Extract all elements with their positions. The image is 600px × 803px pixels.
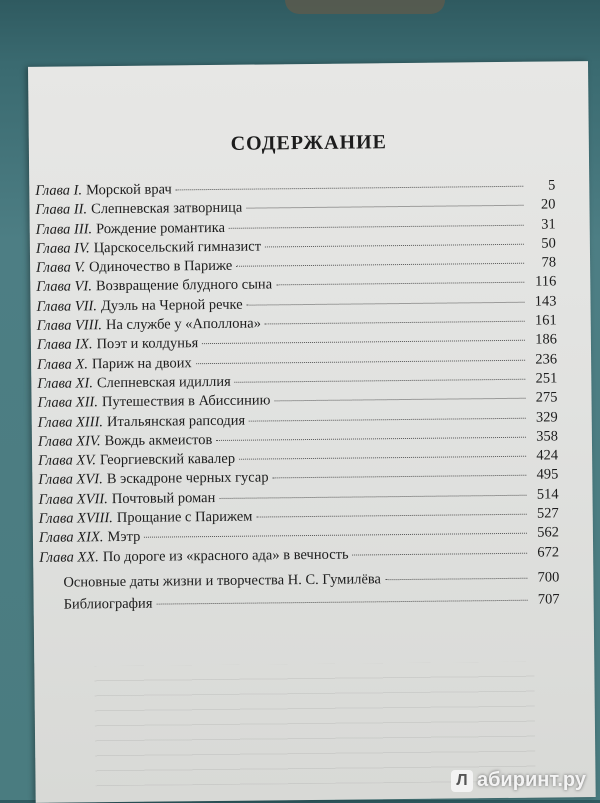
chapter-label: Глава VII. (36, 298, 98, 315)
dot-leader (385, 578, 527, 580)
page-number: 562 (537, 524, 560, 541)
page-number: 31 (541, 216, 556, 233)
page-number: 358 (536, 428, 558, 445)
chapter-label: Глава XVI. (38, 471, 103, 489)
page-number: 329 (535, 408, 558, 426)
dot-leader (274, 398, 525, 402)
page-number: 161 (534, 312, 557, 329)
dot-leader (144, 533, 527, 538)
chapter-title: Поэт и колдунья (96, 335, 199, 353)
chapter-title: Георгиевский кавалер (99, 450, 236, 469)
page-number: 50 (541, 235, 556, 252)
background-object (285, 0, 445, 14)
dot-leader (196, 359, 525, 363)
chapter-title: Почтовый роман (111, 489, 216, 507)
chapter-title: Мэтр (107, 529, 141, 546)
dot-leader (156, 600, 527, 605)
dot-leader (236, 263, 524, 267)
chapter-label: Глава XV. (38, 452, 97, 470)
page-number: 514 (536, 486, 559, 503)
chapter-label: Глава XVIII. (38, 510, 113, 527)
chapter-label: Глава II. (35, 201, 88, 219)
page-number: 424 (536, 447, 559, 464)
dot-leader (265, 321, 525, 325)
chapter-label: Глава XIX. (38, 529, 104, 547)
dot-leader (353, 552, 528, 555)
chapter-label: Глава XX. (39, 548, 99, 566)
dot-leader (235, 379, 526, 383)
chapter-label: Глава XII. (37, 394, 99, 412)
page-number: 78 (541, 254, 557, 271)
chapter-label: Глава IX. (36, 336, 93, 354)
appendix-title: Библиография (63, 595, 153, 613)
page-number: 186 (535, 331, 557, 349)
chapter-label: Глава VI. (36, 278, 93, 296)
dot-leader (176, 186, 524, 191)
chapter-label: Глава V. (36, 259, 86, 277)
dot-leader (249, 417, 526, 421)
dot-leader (256, 514, 526, 518)
page-number: 143 (534, 293, 557, 310)
dot-leader (239, 456, 526, 460)
chapter-label: Глава XIII. (37, 413, 104, 431)
appendix-title: Основные даты жизни и творчества Н. С. Гумилёва (63, 571, 382, 591)
page-number: 495 (536, 466, 559, 484)
page-number: 672 (537, 544, 560, 561)
labirint-logo-icon: Л (451, 770, 473, 792)
dot-leader (202, 340, 525, 344)
page-number: 116 (534, 273, 557, 291)
watermark-text: абиринт.ру (476, 769, 586, 791)
chapter-label: Глава IV. (35, 240, 90, 257)
chapter-label: Глава I. (35, 182, 83, 199)
chapter-label: Глава XI. (37, 375, 94, 392)
chapter-title: Дуэль на Черной речке (100, 296, 243, 314)
chapter-title: В эскадроне черных гусар (106, 469, 269, 488)
chapter-title: На службе у «Аполлона» (105, 315, 261, 334)
chapter-title: Рождение романтика (96, 219, 226, 237)
page-number: 251 (535, 370, 558, 387)
chapter-label: Глава XVII. (38, 490, 108, 508)
appendix-list (63, 569, 559, 618)
chapter-label: Глава III. (35, 220, 93, 238)
chapter-title: Париж на двоих (91, 354, 192, 372)
chapter-title: Царскосельский гимназист (93, 238, 262, 257)
book-page (28, 61, 596, 803)
chapter-label: Глава XIV. (37, 433, 101, 450)
page-number: 236 (535, 351, 558, 368)
chapter-title: Путешествия в Абиссинию (101, 392, 271, 411)
watermark (451, 769, 586, 792)
page-number: 20 (540, 196, 556, 213)
chapter-title: Слепневская идиллия (96, 373, 231, 392)
page-number: 700 (537, 569, 560, 586)
chapter-label: Глава VIII. (36, 317, 103, 334)
chapter-label: Глава X. (37, 355, 88, 373)
appendix-row-bibliography (64, 591, 560, 618)
toc-row-20 (39, 544, 559, 569)
chapter-title: Возвращение блудного сына (95, 276, 273, 295)
dot-leader (247, 302, 525, 306)
chapter-title: Итальянская рапсодия (106, 412, 246, 430)
chapter-title: По дороге из «красного ада» в вечность (102, 546, 349, 565)
dot-leader (219, 494, 526, 498)
chapter-title: Прощание с Парижем (116, 508, 253, 527)
chapter-title: Одиночество в Париже (88, 257, 233, 276)
chapter-title: Слепневская затворница (91, 199, 243, 218)
dot-leader (273, 475, 527, 479)
chapter-title: Морской врач (85, 181, 172, 199)
page-number: 5 (547, 177, 556, 194)
chapter-title: Вождь акмеистов (104, 431, 213, 450)
dot-leader (246, 205, 523, 209)
table-of-contents (35, 177, 559, 568)
show-through-text (94, 662, 535, 787)
dot-leader (265, 244, 524, 248)
page-title: СОДЕРЖАНИЕ (230, 131, 388, 155)
dot-leader (276, 282, 524, 286)
dot-leader (229, 224, 524, 228)
dot-leader (216, 437, 526, 441)
page-number: 707 (537, 591, 560, 608)
page-number: 527 (536, 505, 559, 522)
page-number: 275 (535, 389, 558, 406)
